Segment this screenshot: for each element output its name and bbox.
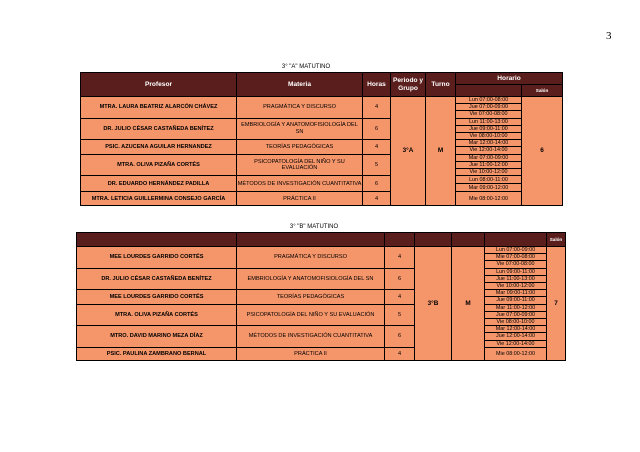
table-row-horas: 5	[385, 304, 415, 326]
table-row-materia: PSICOPATOLOGÍA DEL NIÑO Y SU EVALUACIÓN	[237, 304, 385, 326]
schedule-table-b	[76, 232, 566, 361]
schedule-table-a	[80, 72, 563, 206]
horario-slot: Vie 07:00-08:00	[456, 111, 522, 118]
header-profesor: Profesor	[81, 73, 237, 97]
grupo-cell: 3°B	[415, 247, 452, 361]
table-row-profesor: DR. JULIO CÉSAR CASTAÑEDA BENÍTEZ	[77, 268, 237, 290]
horario-slot: Vie 07:00-08:00	[485, 261, 547, 268]
table-row-horas: 5	[363, 154, 391, 176]
table-row-horas: 4	[385, 247, 415, 269]
table-a-caption: 3° "A" MATUTINO	[281, 64, 331, 70]
header-materia: Materia	[237, 73, 363, 97]
salon-cell: 6	[522, 97, 563, 206]
header-blank	[77, 233, 237, 247]
table-row-horas: 6	[363, 176, 391, 192]
horario-slot: Lun 07:00-08:00	[456, 97, 522, 104]
horario-slot: Mar 11:00-12:00	[485, 304, 547, 311]
horario-slot: Mar 07:00-09:00	[456, 154, 522, 161]
table-row-profesor: MEE LOURDES GARRIDO CORTÉS	[77, 290, 237, 304]
horario-slot: Lun 08:00-11:00	[456, 176, 522, 184]
horario-slot: Jue 11:00-13:00	[485, 275, 547, 282]
table-row-horas: 4	[363, 192, 391, 206]
turno-cell: M	[426, 97, 456, 206]
table-row-horas: 4	[363, 97, 391, 119]
horario-slot: Vie 12:00-14:00	[456, 147, 522, 154]
horario-slot: Jue 07:00-09:00	[456, 104, 522, 111]
turno-cell: M	[452, 247, 485, 361]
table-row-horas: 6	[363, 118, 391, 140]
table-row-materia: EMBRIOLOGÍA Y ANATOMOFISIOLOGÍA DEL SN	[237, 268, 385, 290]
table-row-profesor: MTRA. LETICIA GUILLERMINA CONSEJO GARCÍA	[81, 192, 237, 206]
horario-slot: Vie 12:00-14:00	[485, 340, 547, 347]
table-row-horas: 6	[385, 326, 415, 348]
table-row-materia: TEORÍAS PEDAGÓGICAS	[237, 140, 363, 154]
horario-slot: Mar 09:00-11:00	[485, 290, 547, 297]
table-row-profesor: MTRA. OLIVA PIZAÑA CORTÉS	[81, 154, 237, 176]
header-blank	[415, 233, 452, 247]
horario-slot: Jue 09:00-11:00	[485, 297, 547, 304]
table-row-profesor: MTRA. LAURA BEATRIZ ALARCÓN CHÁVEZ	[81, 97, 237, 119]
page-number: 3	[606, 30, 612, 42]
table-row-horas: 4	[385, 290, 415, 304]
header-horas: Horas	[363, 73, 391, 97]
table-row-materia: PRAGMÁTICA Y DISCURSO	[237, 97, 363, 119]
table-row-profesor: DR. EDUARDO HERNÁNDEZ PADILLA	[81, 176, 237, 192]
horario-slot: Vie 08:00-10:00	[456, 133, 522, 140]
horario-slot: Jue 09:00-11:00	[456, 125, 522, 132]
horario-slot: Mie 08:00-12:00	[456, 192, 522, 206]
horario-slot: Vie 10:00-12:00	[456, 169, 522, 176]
header-periodo: Periodo y Grupo	[391, 73, 426, 97]
horario-slot: Mar 12:00-14:00	[485, 326, 547, 333]
table-row-materia: MÉTODOS DE INVESTIGACIÓN CUANTITATIVA	[237, 326, 385, 348]
horario-slot: Vie 08:00-10:00	[485, 319, 547, 326]
table-row-materia: MÉTODOS DE INVESTIGACIÓN CUANTITATIVA	[237, 176, 363, 192]
header-salon: Salón	[547, 233, 566, 247]
table-row-profesor: MTRO. DAVID MARINO MEZA DÍAZ	[77, 326, 237, 348]
table-row-profesor: PSIC. PAULINA ZAMBRANO BERNAL	[77, 347, 237, 360]
horario-slot: Jue 12:00-14:00	[485, 333, 547, 340]
table-row-materia: EMBRIOLOGÍA Y ANATOMOFISIOLOGÍA DEL SN	[237, 118, 363, 140]
table-row-profesor: MEE LOURDES GARRIDO CORTÉS	[77, 247, 237, 269]
header-blank	[452, 233, 485, 247]
salon-cell: 7	[547, 247, 566, 361]
horario-slot: Lun 09:00-11:00	[485, 268, 547, 275]
header-horario: Horario	[456, 73, 563, 85]
header-salon: Salón	[522, 85, 563, 97]
horario-slot: Lun 11:00-13:00	[456, 118, 522, 125]
table-row-horas: 4	[385, 347, 415, 360]
horario-slot: Mie 08:00-12:00	[485, 347, 547, 360]
horario-slot: Jue 11:00-12:00	[456, 161, 522, 168]
table-row-profesor: DR. JULIO CÉSAR CASTAÑEDA BENÍTEZ	[81, 118, 237, 140]
table-b-caption: 3° "B" MATUTINO	[289, 224, 339, 230]
table-row-materia: PRÁCTICA II	[237, 347, 385, 360]
header-blank	[485, 233, 547, 247]
table-row-materia: TEORÍAS PEDAGÓGICAS	[237, 290, 385, 304]
horario-slot: Lun 07:00-09:00	[485, 247, 547, 254]
table-row-materia: PRÁCTICA II	[237, 192, 363, 206]
table-row-profesor: PSIC. AZUCENA AGUILAR HERNANDEZ	[81, 140, 237, 154]
horario-slot: Vie 10:00-12:00	[485, 283, 547, 290]
horario-slot: Jue 07:00-09:00	[485, 311, 547, 318]
header-turno: Turno	[426, 73, 456, 97]
horario-slot: Mie 07:00-08:00	[485, 254, 547, 261]
table-row-horas: 6	[385, 268, 415, 290]
table-row-materia: PRAGMÁTICA Y DISCURSO	[237, 247, 385, 269]
grupo-cell: 3°A	[391, 97, 426, 206]
horario-slot: Mar 12:00-14:00	[456, 140, 522, 147]
table-row-materia: PSICOPATOLOGÍA DEL NIÑO Y SU EVALUACIÓN	[237, 154, 363, 176]
table-row-profesor: MTRA. OLIVA PIZAÑA CORTÉS	[77, 304, 237, 326]
header-blank	[237, 233, 385, 247]
header-blank	[385, 233, 415, 247]
horario-slot: Mar 09:00-12:00	[456, 184, 522, 192]
header-horario-blank	[456, 85, 522, 97]
table-row-horas: 4	[363, 140, 391, 154]
